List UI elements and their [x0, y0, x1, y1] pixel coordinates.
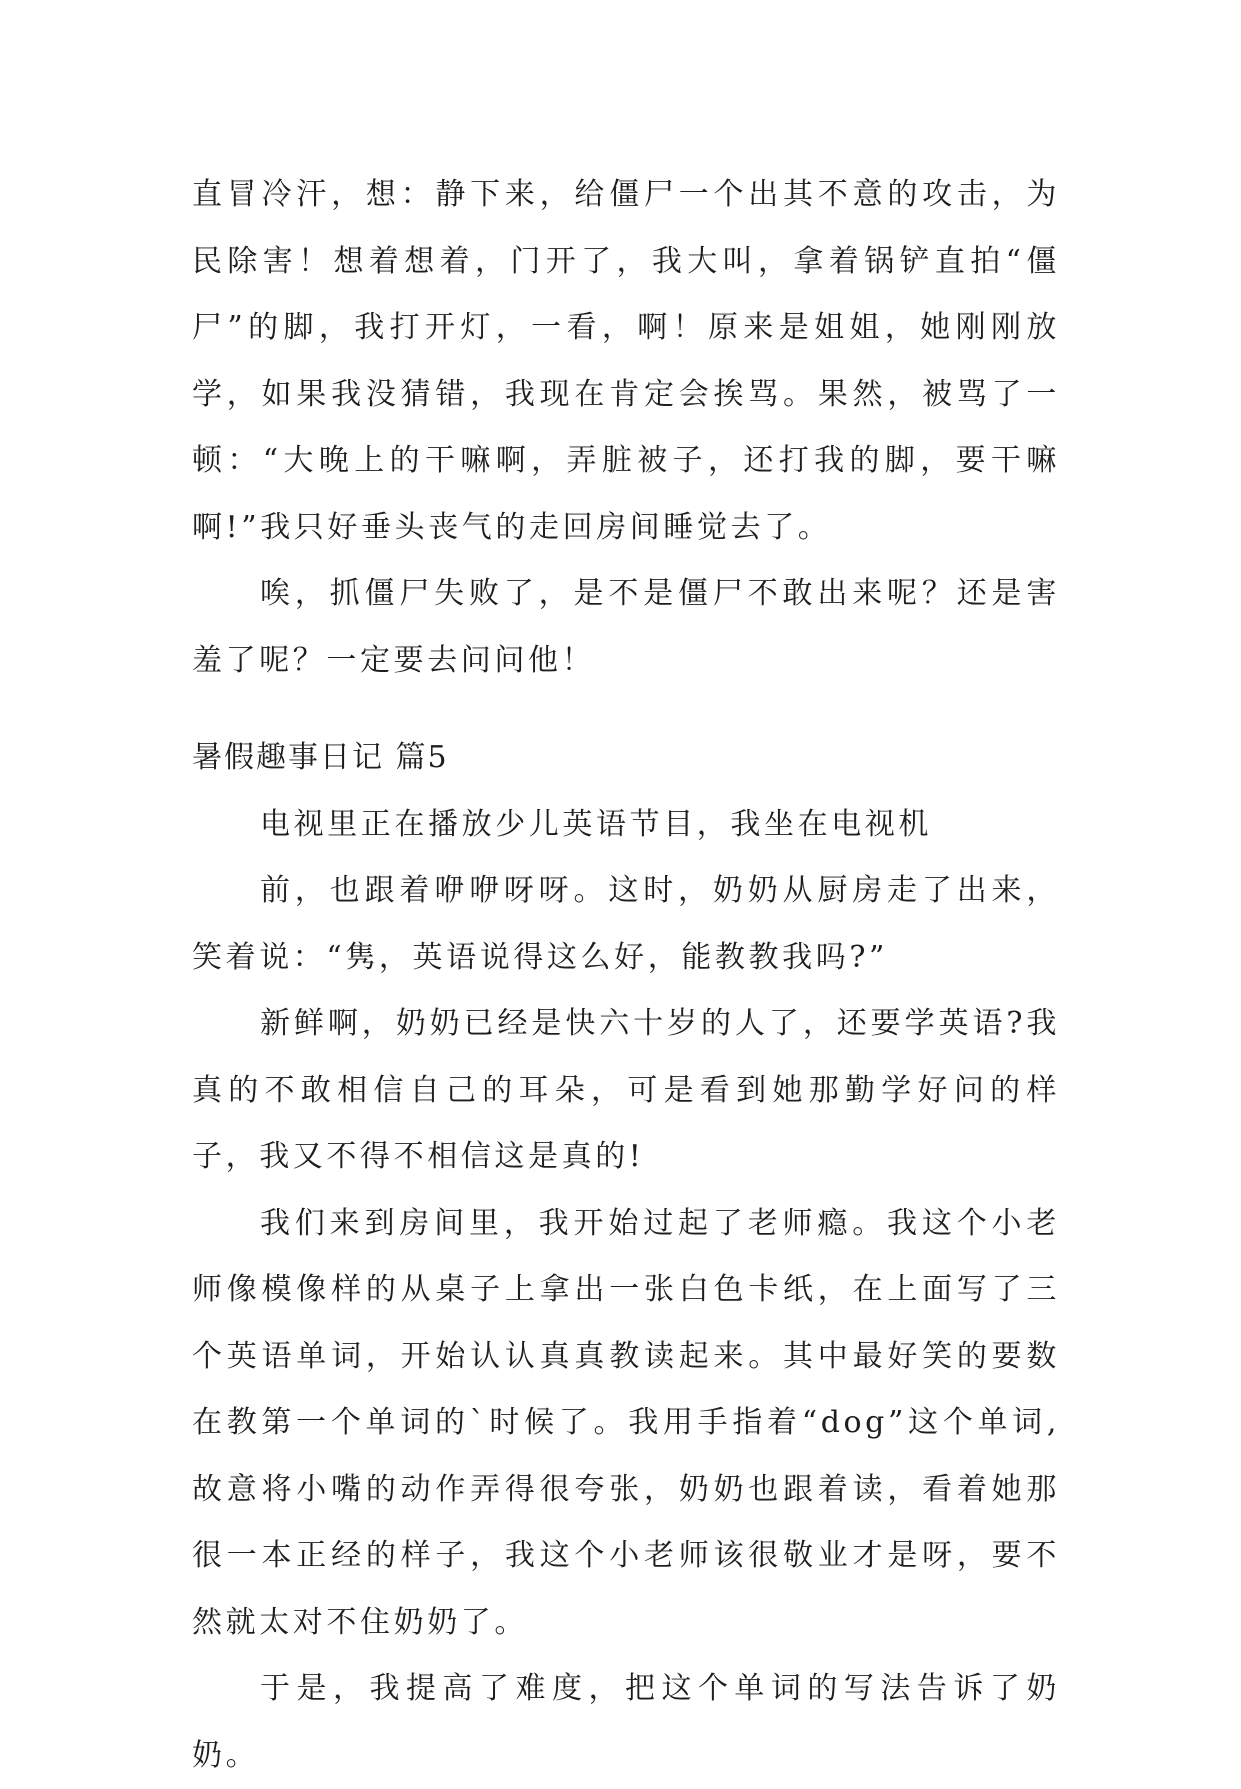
- document-body: [192, 162, 1060, 1789]
- paragraph-harder: 于是，我提高了难度，把这个单词的写法告诉了奶奶。: [192, 1671, 1060, 1773]
- paragraph-grandma-asks: 前，也跟着咿咿呀呀。这时，奶奶从厨房走了出来，笑着说：“隽，英语说得这么好，能教教我吗?”: [192, 873, 1060, 975]
- paragraph-continued: 直冒冷汗，想：静下来，给僵尸一个出其不意的攻击，为民除害！想着想着，门开了，我大叫，拿着锅铲直拍“僵尸”的脚，我打开灯，一看，啊！原来是姐姐，她刚刚放学，如果我没猜错，我现在肯定会挨骂。果然，被骂了一顿：“大晚上的干嘛啊，弄脏被子，还打我的脚，要干嘛啊!”我只好垂头丧气的走回房间睡觉去了。: [192, 177, 1060, 545]
- paragraph-surprise: 新鲜啊，奶奶已经是快六十岁的人了，还要学英语?我真的不敢相信自己的耳朵，可是看到她那勤学好问的样子，我又不得不相信这是真的!: [192, 1006, 1060, 1174]
- section-heading: 暑假趣事日记 篇5: [192, 740, 449, 775]
- paragraph-tv: 电视里正在播放少儿英语节目，我坐在电视机: [260, 806, 932, 842]
- paragraph-teaching: 我们来到房间里，我开始过起了老师瘾。我这个小老师像模像样的从桌子上拿出一张白色卡纸，在上面写了三个英语单词，开始认认真真教读起来。其中最好笑的要数在教第一个单词的`时候了。我用手指着“dog”这个单词,故意将小嘴的动作弄得很夸张，奶奶也跟着读，看着她那很一本正经的样子，我这个小老师该很敬业才是呀，要不然就太对不住奶奶了。: [192, 1205, 1060, 1640]
- paragraph-conclusion: 唉，抓僵尸失败了，是不是僵尸不敢出来呢？还是害羞了呢？一定要去问问他！: [192, 576, 1060, 678]
